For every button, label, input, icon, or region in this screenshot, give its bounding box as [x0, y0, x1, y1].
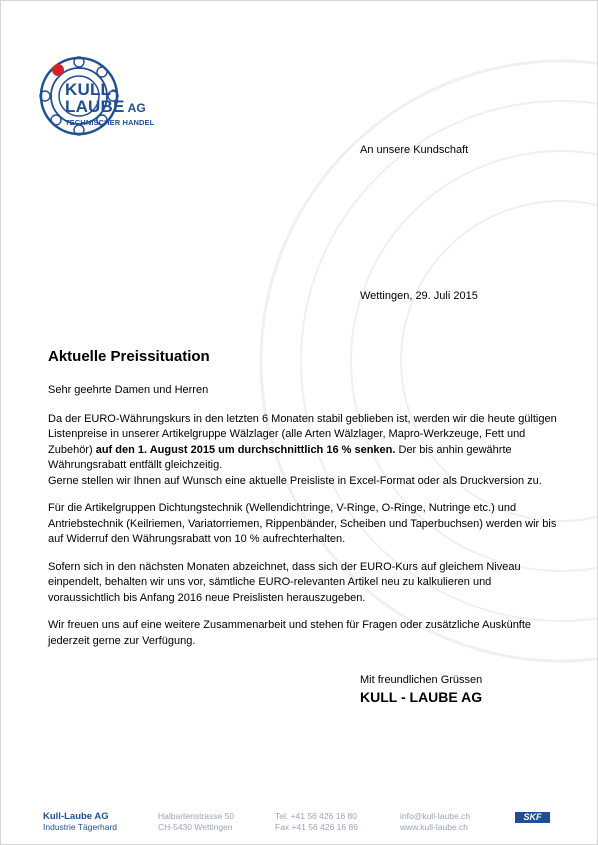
- paragraph-currency-discount: Für die Artikelgruppen Dichtungstechnik (Wellendichtringe, V-Ringe, O-Ringe, Nutringe etc.) und Antriebstechnik (Keilriemen, Variatorriemen, Rippenbänder, Scheiben und Taperbuchsen) werden wir bis auf Widerruf den Währungsrabatt von 10 % aufrechterhalten.: [48, 502, 557, 545]
- letter-body: [48, 383, 558, 661]
- paragraph-price-reduction: Da der EURO-Währungskurs in den letzten 6 Monaten stabil geblieben ist, werden wir die heute gültigen Listenpreise in unserer Artikelgruppe Wälzlager (alle Arten Wälzlager, Mapro-Werkzeuge, Fett und Zubehör) auf den 1. August 2015 um durchschnittlich 16 % senken. Der bis anhin gewährte Währungsrabatt entfällt gleichzeitig. Gerne stellen wir Ihnen auf Wunsch eine aktuelle Preisliste in Excel-Format oder als Druckversion zu.: [48, 412, 557, 487]
- footer-address: [158, 811, 234, 833]
- skf-logo-icon: SKF: [515, 812, 550, 823]
- footer-company-name: Kull-Laube AG: [43, 811, 109, 822]
- footer-email[interactable]: info@kull-laube.ch: [400, 811, 471, 821]
- recipient: An unsere Kundschaft: [360, 144, 469, 156]
- footer-contact: [400, 811, 470, 833]
- logo-line2: LAUBE: [65, 97, 125, 116]
- closing-greeting: Mit freundlichen Grüssen: [360, 674, 483, 686]
- footer-company: [43, 811, 117, 833]
- signature-company: KULL - LAUBE AG: [360, 689, 483, 705]
- footer-street: Halbartenstrasse 50: [158, 811, 235, 821]
- footer-company-area: Industrie Tägerhard: [43, 822, 118, 832]
- footer-web[interactable]: www.kull-laube.ch: [400, 822, 469, 832]
- logo-tagline: TECHNISCHER HANDEL: [65, 118, 155, 127]
- logo-wordmark: [65, 81, 154, 127]
- paragraph-closing: Wir freuen uns auf eine weitere Zusammenarbeit und stehen für Fragen oder zusätzliche Auskünfte jederzeit gerne zur Verfügung.: [48, 619, 532, 647]
- paragraph-outlook: Sofern sich in den nächsten Monaten abzeichnet, dass sich der EURO-Kurs auf gleichem Niveau einpendelt, behalten wir uns vor, sämtliche EURO-relevanten Artikel neu zu kalkulieren und voraussichtlich bis Anfang 2016 neue Preislisten herauszugeben.: [48, 560, 521, 604]
- price-reduction-highlight: auf den 1. August 2015 um durchschnittlich 16 % senken.: [95, 443, 396, 456]
- footer-city: CH-5430 Wettingen: [158, 822, 233, 832]
- footer-tel: Tel. +41 56 426 16 80: [275, 811, 357, 821]
- footer-fax: Fax +41 56 426 16 86: [275, 822, 358, 832]
- salutation: Sehr geehrte Damen und Herren: [48, 384, 209, 396]
- logo-suffix: AG: [127, 101, 146, 115]
- letter-subject: Aktuelle Preissituation: [48, 348, 210, 365]
- letter-date: Wettingen, 29. Juli 2015: [360, 290, 478, 302]
- logo-line1: KULL-: [65, 80, 117, 99]
- footer-phone: [275, 811, 358, 833]
